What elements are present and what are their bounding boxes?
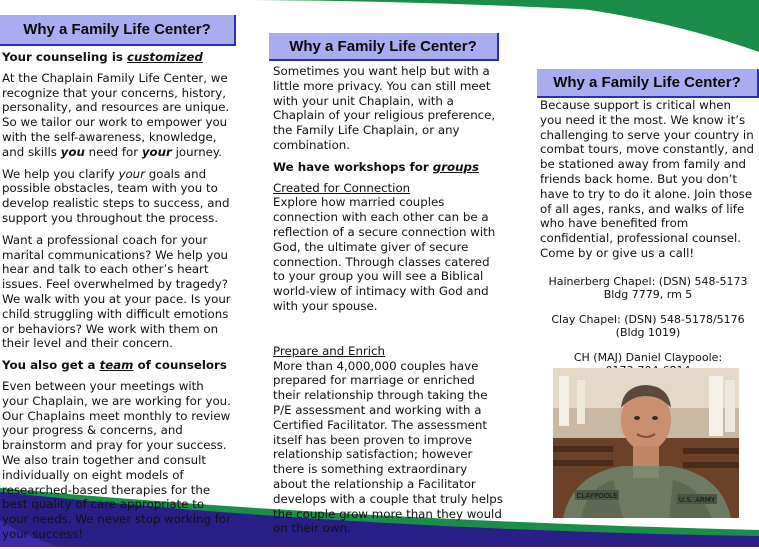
army-tape-text: U.S. ARMY bbox=[678, 496, 716, 504]
workshop-prepare-body: More than 4,000,000 couples have prepared for marriage or enriched their relationship through taking the P/E assessment and working with a Certified Facilitator. The assessment itself has been proven to improve relationship satisfaction; however there is something extraordinary about the relationship a Facilitator develops with a couple that truly helps the couple grow more than they would on their own. bbox=[273, 358, 503, 536]
column3-header-title: Why a Family Life Center? bbox=[553, 74, 741, 91]
contact-clay: Clay Chapel: (DSN) 548-5178/5176 (Bldg 1019) bbox=[551, 312, 745, 340]
column1 bbox=[2, 50, 234, 549]
chaplain-photo bbox=[553, 368, 739, 518]
contact-hainerberg: Hainerberg Chapel: (DSN) 548-5173 Bldg 7779, rm 5 bbox=[548, 274, 748, 302]
groups-heading: We have workshops for groups bbox=[273, 159, 480, 174]
workshop-prepare-title: Prepare and Enrich bbox=[273, 343, 386, 358]
column3 bbox=[540, 98, 756, 389]
paragraph-coach: Want a professional coach for your marital communications? We help you hear and talk to each other’s heart issues. Feel overwhelmed by tragedy? We walk with you at your pace. Is your child struggling with difficult emotions or behaviors? We work with them on their level and their concern. bbox=[2, 232, 231, 351]
paragraph-tailor: At the Chaplain Family Life Center, we recognize that your concerns, history, personality, and resources are unique. So we tailor our work to empower you with the self-awareness, knowledge, and skills you need for your journey. bbox=[2, 70, 230, 159]
workshop-connection-body: Explore how married couples connection with each other can be a reflection of a secure connection with God, the ultimate giver of secure connection. Through classes catered to your group you will see a Biblical world-view of intimacy with God and with your spouse. bbox=[273, 195, 496, 313]
column2-header bbox=[269, 33, 499, 61]
contact-chaplain: CH (MAJ) Daniel Claypoole: bbox=[573, 350, 723, 364]
paragraph-goals: We help you clarify your goals and possible obstacles, team with you to develop realistic steps to success, and support you throughout the process. bbox=[2, 166, 230, 225]
paragraph-privacy: Sometimes you want help but with a little more privacy. You can still meet with your unit Chaplain, with a Chaplain of your religious preference, the Family Life Chaplain, or any combination. bbox=[273, 64, 496, 152]
paragraph-team: Even between your meetings with your Chaplain, we are working for you. Our Chaplains meet monthly to review your progress & concerns, and brainstorm and pray for your success. We also train together and consult individually on eight models of researched-based therapies for the best quality of care appropriate to your needs. We never stop working for your success! bbox=[2, 378, 231, 541]
column2 bbox=[273, 64, 505, 536]
team-heading: You also get a team of counselors bbox=[2, 358, 227, 373]
column1-header bbox=[0, 15, 236, 46]
column3-header bbox=[537, 69, 759, 98]
column2-header-title: Why a Family Life Center? bbox=[289, 37, 477, 55]
top-green-band-right bbox=[500, 0, 759, 52]
column1-header-title: Why a Family Life Center? bbox=[23, 21, 211, 38]
workshop-connection-title: Created for Connection bbox=[273, 180, 411, 195]
paragraph-support: Because support is critical when you need it the most. We know it’s challenging to serve your country in combat tours, move constantly, and be stationed away from family and friends back home. But you don’t have to try to do it alone. Join those of all ages, ranks, and walks of life who have benefited from confidential, professional counsel. Come by or give us a call! bbox=[540, 98, 755, 260]
nametape-text: CLAYPOOLE bbox=[576, 492, 618, 500]
customized-heading: Your counseling is customized bbox=[2, 50, 203, 64]
